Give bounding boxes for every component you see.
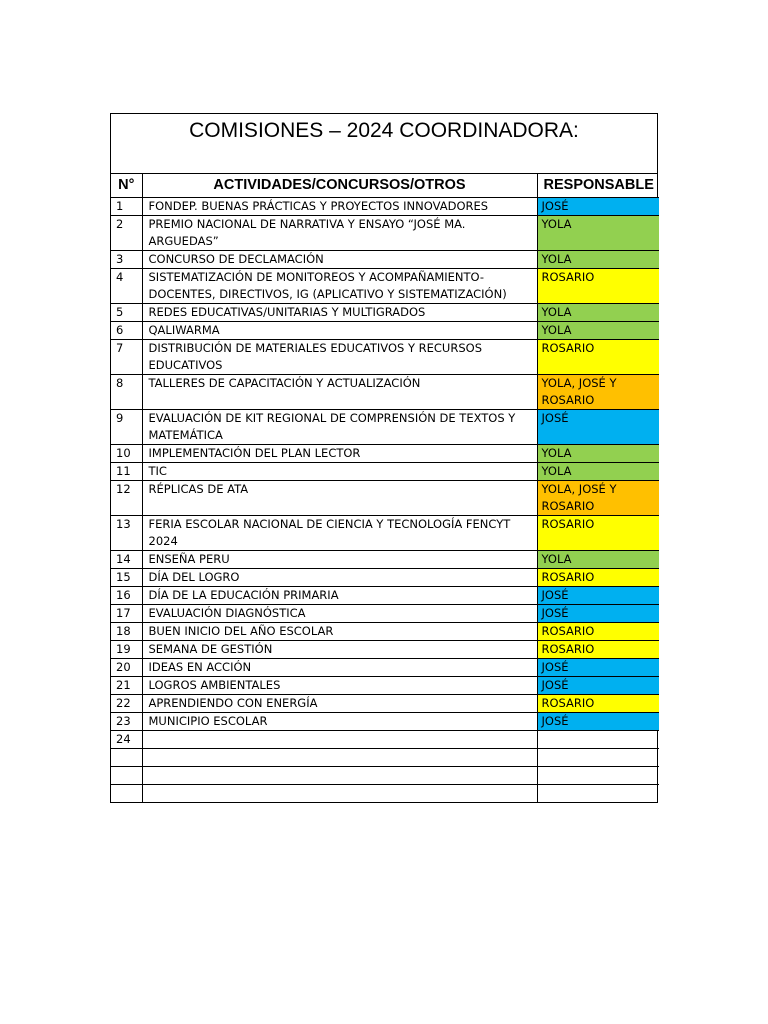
table-row	[111, 445, 659, 463]
header-activities: ACTIVIDADES/CONCURSOS/OTROS	[142, 174, 537, 198]
row-activity: TALLERES DE CAPACITACIÓN Y ACTUALIZACIÓN	[142, 375, 537, 410]
row-number: 14	[111, 551, 142, 569]
table-row	[111, 463, 659, 481]
row-responsible: ROSARIO	[537, 695, 659, 713]
table-row	[111, 216, 659, 251]
table-row	[111, 749, 659, 767]
row-responsible	[537, 749, 659, 767]
row-activity: EVALUACIÓN DE KIT REGIONAL DE COMPRENSIÓN DE TEXTOS Y MATEMÁTICA	[142, 410, 537, 445]
row-responsible: YOLA	[537, 304, 659, 322]
table-row	[111, 731, 659, 749]
row-activity	[142, 767, 537, 785]
row-activity: FONDEP. BUENAS PRÁCTICAS Y PROYECTOS INNOVADORES	[142, 198, 537, 216]
row-activity: QALIWARMA	[142, 322, 537, 340]
row-number: 1	[111, 198, 142, 216]
row-activity: SISTEMATIZACIÓN DE MONITOREOS Y ACOMPAÑAMIENTO-DOCENTES, DIRECTIVOS, IG (APLICATIVO Y SISTEMATIZACIÓN)	[142, 269, 537, 304]
row-responsible: JOSÉ	[537, 605, 659, 623]
header-row	[111, 174, 659, 198]
row-responsible: JOSÉ	[537, 198, 659, 216]
row-number: 19	[111, 641, 142, 659]
table-row	[111, 767, 659, 785]
row-responsible	[537, 785, 659, 803]
row-number: 7	[111, 340, 142, 375]
row-activity: APRENDIENDO CON ENERGÍA	[142, 695, 537, 713]
table-row	[111, 713, 659, 731]
table-row	[111, 785, 659, 803]
table-row	[111, 410, 659, 445]
row-responsible: ROSARIO	[537, 516, 659, 551]
row-activity: MUNICIPIO ESCOLAR	[142, 713, 537, 731]
row-responsible: ROSARIO	[537, 569, 659, 587]
row-activity: SEMANA DE GESTIÓN	[142, 641, 537, 659]
row-activity: DÍA DE LA EDUCACIÓN PRIMARIA	[142, 587, 537, 605]
row-activity: FERIA ESCOLAR NACIONAL DE CIENCIA Y TECNOLOGÍA FENCYT 2024	[142, 516, 537, 551]
row-number: 12	[111, 481, 142, 516]
row-responsible: JOSÉ	[537, 410, 659, 445]
row-number: 9	[111, 410, 142, 445]
row-number: 3	[111, 251, 142, 269]
table-row	[111, 551, 659, 569]
table-row	[111, 695, 659, 713]
row-number: 24	[111, 731, 142, 749]
table-row	[111, 375, 659, 410]
row-number: 2	[111, 216, 142, 251]
table-row	[111, 641, 659, 659]
row-activity: PREMIO NACIONAL DE NARRATIVA Y ENSAYO “JOSÉ MA. ARGUEDAS”	[142, 216, 537, 251]
row-activity: TIC	[142, 463, 537, 481]
table-row	[111, 340, 659, 375]
row-number: 17	[111, 605, 142, 623]
row-activity	[142, 731, 537, 749]
row-responsible	[537, 767, 659, 785]
row-responsible: ROSARIO	[537, 623, 659, 641]
row-number: 11	[111, 463, 142, 481]
table-row	[111, 605, 659, 623]
row-responsible: YOLA, JOSÉ Y ROSARIO	[537, 375, 659, 410]
row-activity: LOGROS AMBIENTALES	[142, 677, 537, 695]
row-activity: CONCURSO DE DECLAMACIÓN	[142, 251, 537, 269]
row-number	[111, 785, 142, 803]
table-row	[111, 659, 659, 677]
table-title: COMISIONES – 2024 COORDINADORA:	[111, 114, 657, 174]
row-number	[111, 767, 142, 785]
table-row	[111, 623, 659, 641]
commissions-table-sheet	[110, 113, 658, 803]
row-responsible: YOLA	[537, 251, 659, 269]
row-responsible: YOLA	[537, 322, 659, 340]
row-activity: DÍA DEL LOGRO	[142, 569, 537, 587]
row-number	[111, 749, 142, 767]
row-activity: IMPLEMENTACIÓN DEL PLAN LECTOR	[142, 445, 537, 463]
row-responsible: ROSARIO	[537, 269, 659, 304]
table-row	[111, 269, 659, 304]
table-row	[111, 322, 659, 340]
row-number: 22	[111, 695, 142, 713]
row-number: 5	[111, 304, 142, 322]
row-number: 18	[111, 623, 142, 641]
row-activity	[142, 785, 537, 803]
row-responsible: YOLA	[537, 445, 659, 463]
row-number: 20	[111, 659, 142, 677]
row-responsible: YOLA	[537, 216, 659, 251]
row-responsible: YOLA	[537, 463, 659, 481]
row-responsible: JOSÉ	[537, 659, 659, 677]
table-row	[111, 304, 659, 322]
row-number: 4	[111, 269, 142, 304]
row-activity: DISTRIBUCIÓN DE MATERIALES EDUCATIVOS Y RECURSOS EDUCATIVOS	[142, 340, 537, 375]
row-activity: RÉPLICAS DE ATA	[142, 481, 537, 516]
commissions-table	[111, 174, 659, 802]
row-responsible	[537, 731, 659, 749]
row-responsible: JOSÉ	[537, 677, 659, 695]
table-row	[111, 516, 659, 551]
row-number: 13	[111, 516, 142, 551]
header-number: N°	[111, 174, 142, 198]
header-responsible: RESPONSABLE	[537, 174, 659, 198]
row-activity	[142, 749, 537, 767]
row-number: 10	[111, 445, 142, 463]
row-responsible: JOSÉ	[537, 587, 659, 605]
table-row	[111, 198, 659, 216]
row-number: 23	[111, 713, 142, 731]
row-responsible: YOLA	[537, 551, 659, 569]
row-number: 15	[111, 569, 142, 587]
table-row	[111, 251, 659, 269]
row-activity: EVALUACIÓN DIAGNÓSTICA	[142, 605, 537, 623]
table-row	[111, 587, 659, 605]
row-responsible: YOLA, JOSÉ Y ROSARIO	[537, 481, 659, 516]
row-responsible: ROSARIO	[537, 340, 659, 375]
table-row	[111, 677, 659, 695]
row-responsible: ROSARIO	[537, 641, 659, 659]
table-row	[111, 569, 659, 587]
row-activity: REDES EDUCATIVAS/UNITARIAS Y MULTIGRADOS	[142, 304, 537, 322]
table-row	[111, 481, 659, 516]
row-activity: IDEAS EN ACCIÓN	[142, 659, 537, 677]
row-activity: ENSEÑA PERU	[142, 551, 537, 569]
row-number: 21	[111, 677, 142, 695]
row-number: 8	[111, 375, 142, 410]
table-body	[111, 198, 659, 803]
row-responsible: JOSÉ	[537, 713, 659, 731]
row-activity: BUEN INICIO DEL AÑO ESCOLAR	[142, 623, 537, 641]
row-number: 6	[111, 322, 142, 340]
row-number: 16	[111, 587, 142, 605]
